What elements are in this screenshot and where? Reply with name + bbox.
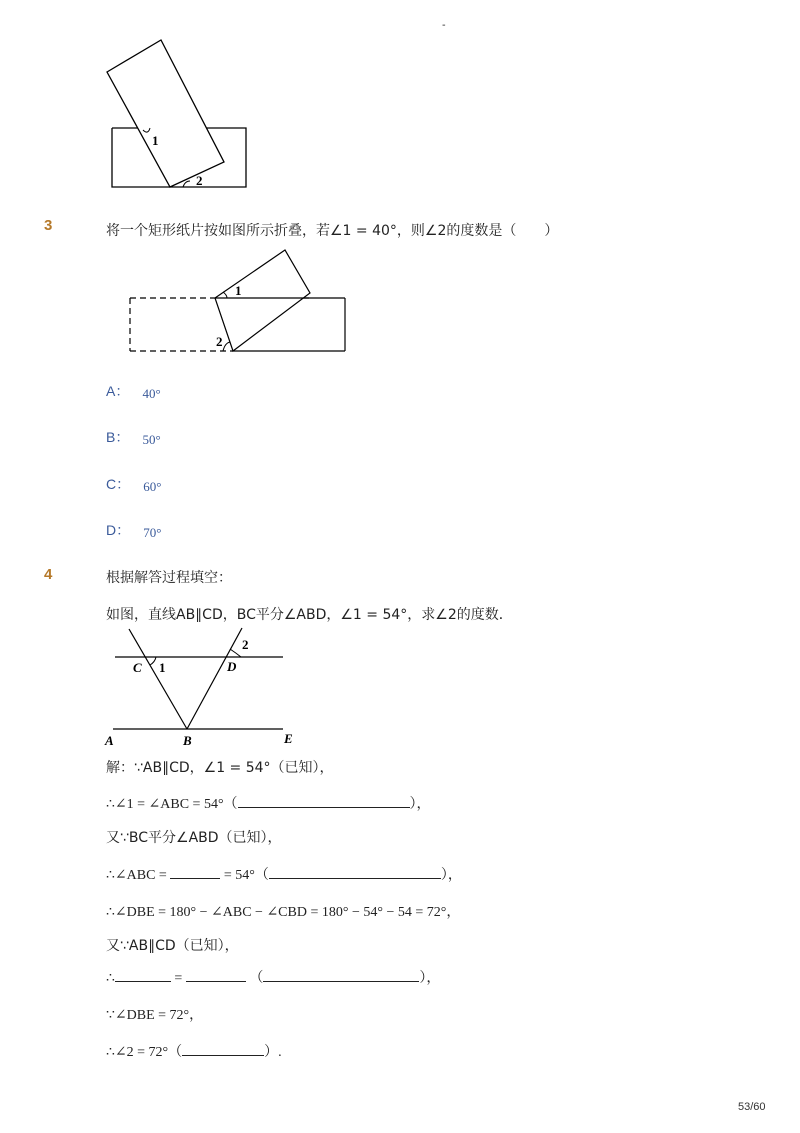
option-a-label: A：	[106, 383, 130, 399]
option-a-value: 40°	[142, 386, 161, 401]
option-c-label: C：	[106, 476, 131, 492]
option-b[interactable]	[106, 427, 161, 447]
figure-q3-folded-part	[215, 250, 310, 351]
solution-line-2	[106, 793, 431, 813]
figure-q4-label-a: A	[105, 733, 114, 748]
solution-line-7-eq: =	[174, 971, 183, 986]
solution-line-4-mid: = 54°（	[223, 868, 269, 883]
solution-line-8: ∵∠DBE = 72°，	[106, 1008, 204, 1023]
figure-top-angle2-arc	[183, 181, 190, 187]
question-3-number: 3	[44, 217, 53, 234]
blank-reason-4[interactable]	[182, 1043, 264, 1056]
question-4-intro: 根据解答过程填空：	[106, 570, 232, 586]
option-b-label: B：	[106, 429, 130, 445]
figure-q3-label-2: 2	[216, 334, 223, 349]
solution-line-4-pre: ∴∠ABC =	[106, 868, 167, 883]
solution-line-9-pre: ∴∠2 = 72°（	[106, 1045, 183, 1060]
solution-line-1: 解：∵AB∥CD，∠1 = 54°（已知），	[106, 760, 334, 776]
option-c[interactable]	[106, 474, 161, 494]
figure-q4-angle1-arc	[150, 657, 156, 665]
figure-top-folded-part	[107, 40, 224, 187]
option-d-label: D：	[106, 522, 131, 538]
solution-line-6: 又∵AB∥CD（已知），	[106, 938, 239, 954]
option-a[interactable]	[106, 381, 161, 401]
figure-top-label-2: 2	[196, 173, 203, 188]
solution-line-2-post: ），	[409, 797, 431, 812]
figure-q4-angle2-arc	[230, 649, 241, 657]
solution-line-7-post: ），	[419, 971, 441, 986]
figure-q4-label-c: C	[133, 660, 142, 675]
figure-q4-line-bc	[129, 629, 187, 729]
figure-q4-line-bd	[187, 628, 242, 729]
option-d[interactable]	[106, 520, 161, 540]
question-3-stem: 将一个矩形纸片按如图所示折叠，若∠1 = 40°，则∠2的度数是（ ）	[106, 223, 559, 239]
option-c-value: 60°	[143, 479, 162, 494]
solution-line-2-pre: ∴∠1 = ∠ABC = 54°（	[106, 797, 238, 812]
option-d-value: 70°	[143, 525, 162, 540]
option-b-value: 50°	[142, 432, 161, 447]
figure-top-label-1: 1	[152, 133, 159, 148]
figure-q3-angle2-arc	[223, 342, 230, 351]
solution-line-4	[106, 864, 462, 884]
blank-angle-3[interactable]	[186, 969, 246, 982]
figure-q4-label-d: D	[227, 659, 237, 674]
page-number: 53/60	[738, 1101, 766, 1113]
solution-line-4-post: ），	[440, 868, 462, 883]
figure-q4-label-e: E	[284, 731, 293, 746]
figure-q4-label-1: 1	[159, 660, 166, 675]
question-4-number: 4	[44, 566, 53, 583]
solution-line-9-post: ）.	[264, 1045, 282, 1060]
solution-line-7	[106, 967, 440, 987]
question-4-problem: 如图，直线AB∥CD，BC平分∠ABD，∠1 = 54°，求∠2的度数．	[106, 607, 513, 623]
figure-q4-parallel-lines	[100, 625, 300, 750]
blank-reason-2[interactable]	[269, 866, 441, 879]
figure-q3-label-1: 1	[235, 283, 242, 298]
blank-reason-1[interactable]	[238, 795, 410, 808]
figure-top-folded-rectangle	[100, 35, 260, 195]
blank-reason-3[interactable]	[263, 969, 419, 982]
solution-line-7-open: （	[249, 971, 264, 986]
blank-angle-2[interactable]	[115, 969, 171, 982]
figure-q4-label-2: 2	[242, 637, 249, 652]
blank-angle-1[interactable]	[170, 866, 220, 879]
solution-line-9	[106, 1041, 282, 1061]
solution-line-5: ∴∠DBE = 180° − ∠ABC − ∠CBD = 180° − 54° − 54 = 72°，	[106, 905, 461, 920]
solution-line-3: 又∵BC平分∠ABD（已知），	[106, 830, 282, 846]
top-mark: -	[442, 20, 446, 31]
solution-line-7-pre: ∴	[106, 971, 115, 986]
figure-q4-label-b: B	[183, 733, 192, 748]
figure-q3-fold	[125, 245, 355, 357]
